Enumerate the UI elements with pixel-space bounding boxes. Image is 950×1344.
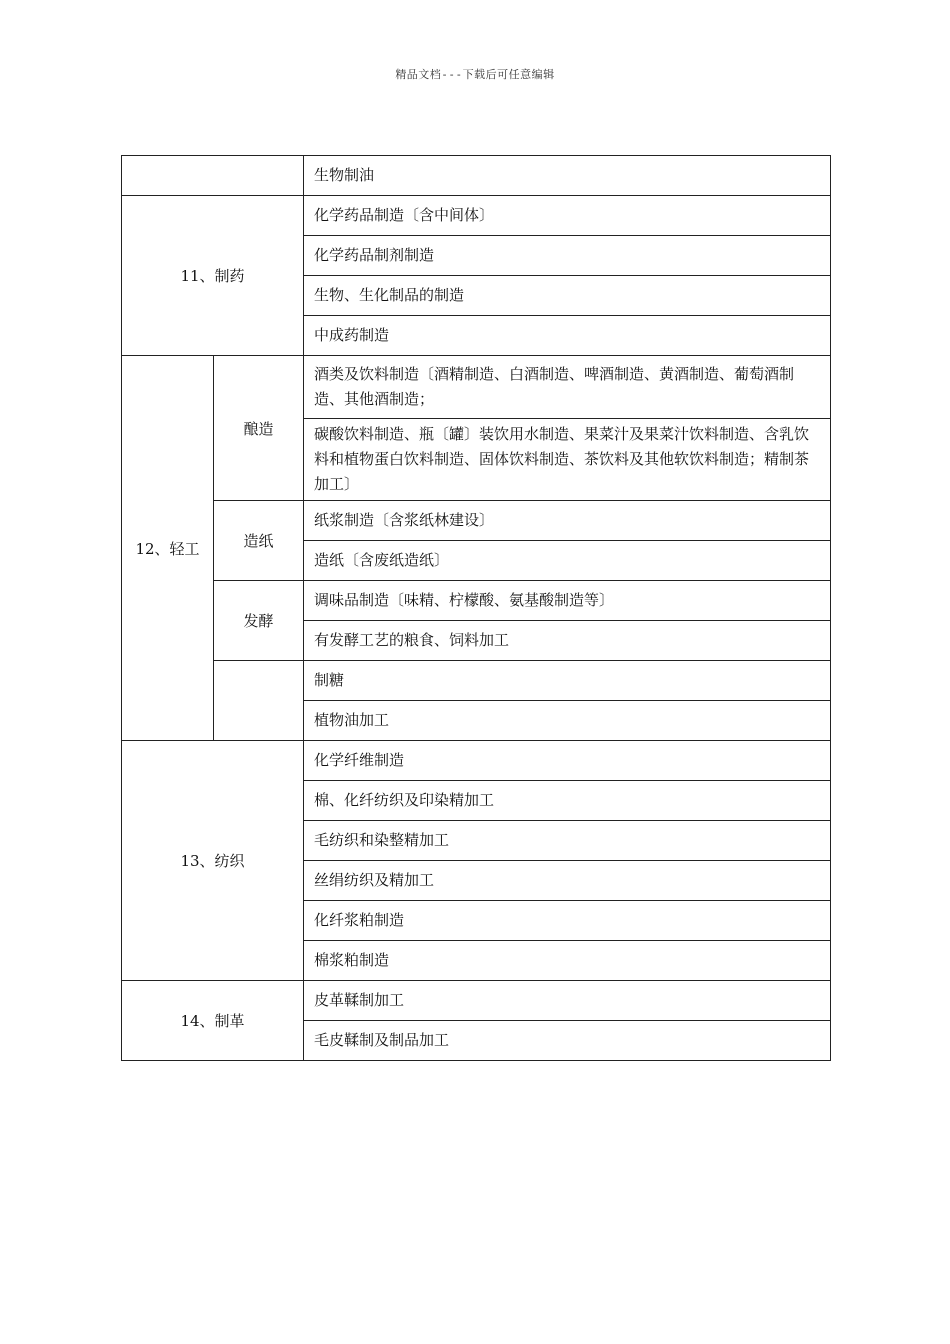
item-cell: 化学药品制造〔含中间体〕	[304, 196, 831, 236]
item-cell: 制糖	[304, 661, 831, 701]
table-row	[122, 661, 831, 701]
item-cell: 毛纺织和染整精加工	[304, 821, 831, 861]
table-row	[122, 501, 831, 541]
item-cell: 丝绢纺织及精加工	[304, 861, 831, 901]
item-cell: 生物制油	[304, 156, 831, 196]
table-row	[122, 741, 831, 781]
category-cell-empty	[122, 156, 304, 196]
item-cell: 纸浆制造〔含浆纸林建设〕	[304, 501, 831, 541]
industry-table	[121, 155, 831, 1061]
item-cell: 调味品制造〔味精、柠檬酸、氨基酸制造等〕	[304, 581, 831, 621]
table-row	[122, 981, 831, 1021]
category-cell-leather: 14、制革	[122, 981, 304, 1061]
category-cell-pharma: 11、制药	[122, 196, 304, 356]
item-cell: 毛皮鞣制及制品加工	[304, 1021, 831, 1061]
item-cell: 化学药品制剂制造	[304, 236, 831, 276]
item-cell: 皮革鞣制加工	[304, 981, 831, 1021]
item-cell: 酒类及饮料制造〔酒精制造、白酒制造、啤酒制造、黄酒制造、葡萄酒制造、其他酒制造；	[304, 356, 831, 419]
subcategory-cell-paper: 造纸	[214, 501, 304, 581]
table-row	[122, 581, 831, 621]
item-cell: 中成药制造	[304, 316, 831, 356]
item-cell: 植物油加工	[304, 701, 831, 741]
item-cell: 棉、化纤纺织及印染精加工	[304, 781, 831, 821]
table-row	[122, 196, 831, 236]
item-cell: 化纤浆粕制造	[304, 901, 831, 941]
subcategory-cell-brewing: 酿造	[214, 356, 304, 501]
item-cell: 碳酸饮料制造、瓶〔罐〕装饮用水制造、果菜汁及果菜汁饮料制造、含乳饮料和植物蛋白饮料制造、固体饮料制造、茶饮料及其他软饮料制造；精制茶加工〕	[304, 419, 831, 501]
subcategory-cell-ferment: 发酵	[214, 581, 304, 661]
table-row	[122, 356, 831, 419]
category-cell-light-industry: 12、轻工	[122, 356, 214, 741]
subcategory-cell-other	[214, 661, 304, 741]
page-header: 精品文档---下载后可任意编辑	[395, 68, 555, 81]
item-cell: 生物、生化制品的制造	[304, 276, 831, 316]
item-cell: 棉浆粕制造	[304, 941, 831, 981]
category-cell-textile: 13、纺织	[122, 741, 304, 981]
item-cell: 有发酵工艺的粮食、饲料加工	[304, 621, 831, 661]
item-cell: 造纸〔含废纸造纸〕	[304, 541, 831, 581]
item-cell: 化学纤维制造	[304, 741, 831, 781]
table-row	[122, 156, 831, 196]
